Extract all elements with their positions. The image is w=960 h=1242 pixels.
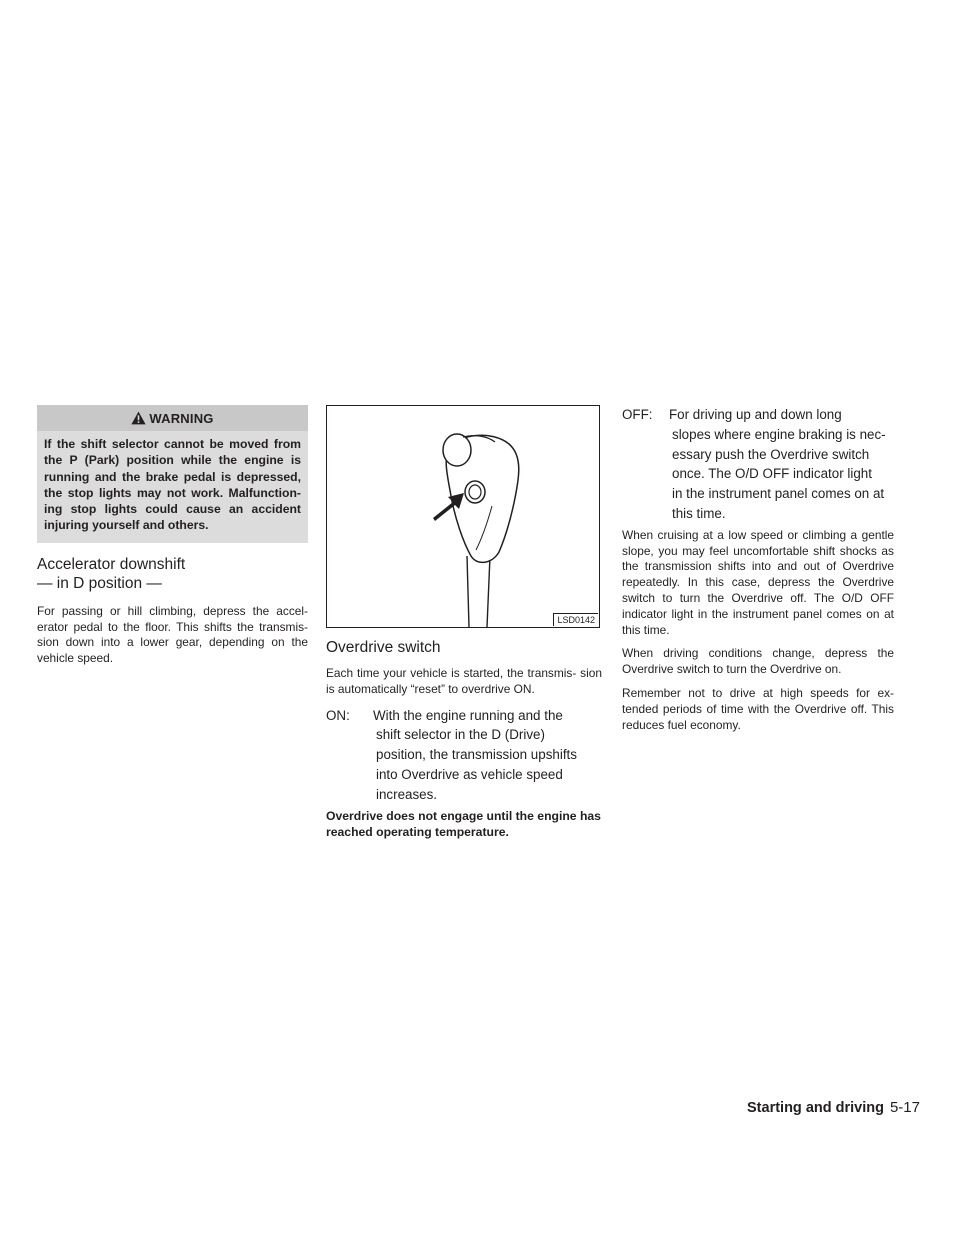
page-number: 5-17	[889, 1099, 920, 1116]
off-line: slopes where engine braking is nec-	[672, 426, 886, 442]
off-line: in the instrument panel comes on at	[672, 486, 885, 502]
off-term: OFF:	[622, 407, 653, 422]
warning-triangle-icon	[131, 411, 146, 425]
on-line: into Overdrive as vehicle speed	[376, 766, 563, 782]
accelerator-heading-line1: Accelerator downshift	[37, 555, 186, 573]
middle-column	[326, 405, 602, 840]
warning-title: WARNING	[149, 410, 214, 426]
figure-code: LSD0142	[553, 613, 598, 626]
overdrive-heading: Overdrive switch	[326, 639, 441, 656]
off-line: essary push the Overdrive switch	[672, 446, 870, 462]
on-description	[326, 706, 602, 805]
off-line: once. The O/D OFF indicator light	[672, 466, 872, 482]
overdrive-paragraph-3: Remember not to drive at high speeds for ex- tended periods of time with the Overdrive off. This reduces fuel economy.	[622, 685, 894, 732]
on-term: ON:	[326, 707, 350, 723]
warning-header	[37, 405, 308, 431]
overdrive-note: Overdrive does not engage until the engine has reached operating temperature.	[326, 808, 601, 839]
off-description	[622, 405, 894, 524]
on-line: position, the transmission upshifts	[376, 747, 577, 763]
on-line: shift selector in the D (Drive)	[376, 727, 545, 743]
on-line: increases.	[376, 786, 438, 802]
accelerator-body: For passing or hill climbing, depress the accel- erator pedal to the floor. This shifts the transmis- sion down into a lower gear, depending on the vehicle speed.	[37, 603, 308, 666]
shift-selector-figure	[326, 405, 600, 628]
overdrive-paragraph-2: When driving conditions change, depress the Overdrive switch to turn the Overdrive on.	[622, 646, 894, 677]
accelerator-heading	[37, 555, 308, 593]
accelerator-heading-line2: — in D position —	[37, 574, 162, 592]
off-definition	[622, 405, 894, 524]
on-line: With the engine running and the	[373, 707, 563, 723]
right-column	[622, 405, 894, 733]
page-footer	[747, 1099, 920, 1116]
overdrive-intro: Each time your vehicle is started, the transmis- sion is automatically “reset” to overdrive ON.	[326, 666, 602, 696]
warning-text: If the shift selector cannot be moved from the P (Park) position while the engine is running and the brake pedal is depressed, the stop lights may not work. Malfunction- ing stop lights could cause an accident injuring yourself and others.	[44, 437, 301, 533]
warning-box	[37, 405, 308, 543]
on-definition	[326, 706, 602, 805]
left-column	[37, 405, 308, 667]
shift-knob-illustration	[327, 406, 599, 627]
off-line: this time.	[672, 505, 726, 521]
overdrive-paragraph-1: When cruising at a low speed or climbing a gentle slope, you may feel uncomfortable shift shocks as the transmission shifts into and out of Overdrive repeatedly. In this case, depress the Overdrive switch to turn the Overdrive off. The O/D OFF indicator light in the instrument panel comes on at this time.	[622, 527, 894, 637]
off-line: For driving up and down long	[669, 407, 842, 422]
section-title: Starting and driving	[747, 1100, 884, 1116]
